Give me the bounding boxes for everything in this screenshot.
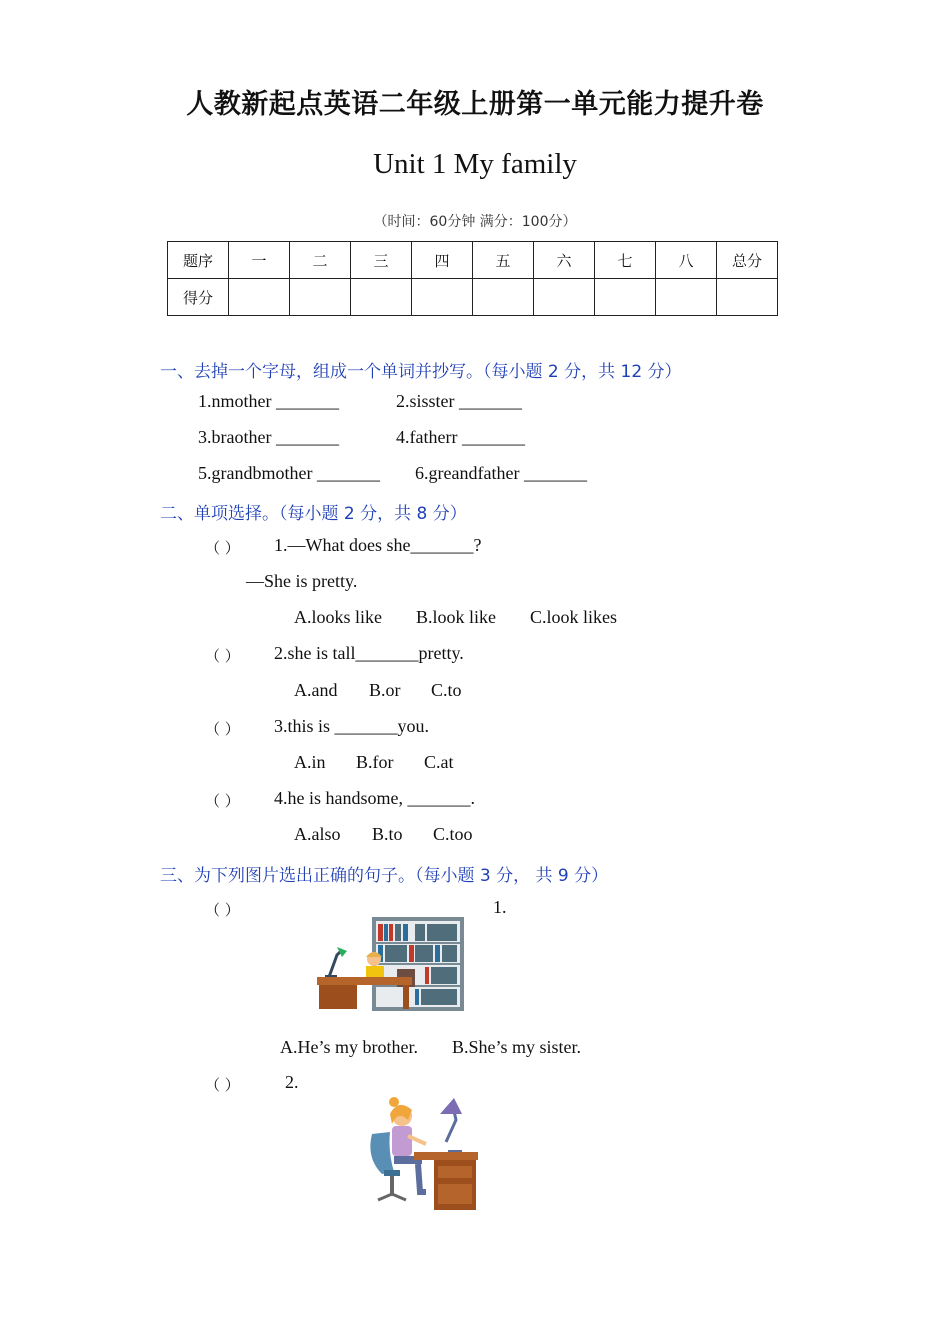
question: 2.she is tall_______pretty. [274, 643, 464, 663]
table-cell: 三 [351, 242, 412, 279]
question-number: 1. [493, 897, 507, 917]
section3-heading: 三、为下列图片选出正确的句子。（每小题 3 分， 共 9 分） [160, 866, 609, 886]
score-cell[interactable] [656, 279, 717, 316]
option: C.at [424, 752, 454, 772]
answer-paren[interactable]: （ ） [205, 792, 240, 810]
table-cell: 一 [229, 242, 290, 279]
option: A.in [294, 752, 326, 772]
answer-paren[interactable]: （ ） [205, 647, 240, 665]
score-cell[interactable] [595, 279, 656, 316]
score-cell[interactable] [534, 279, 595, 316]
table-cell: 五 [473, 242, 534, 279]
list-item: 6.greandfather _______ [415, 463, 587, 483]
score-cell[interactable] [351, 279, 412, 316]
girl-writing-illustration [368, 1096, 480, 1214]
answer-paren[interactable]: （ ） [205, 720, 240, 738]
option: B.or [369, 680, 401, 700]
option: B.to [372, 824, 403, 844]
question-answer: —She is pretty. [246, 571, 358, 591]
score-cell[interactable] [229, 279, 290, 316]
option: B.for [356, 752, 394, 772]
answer-paren[interactable]: （ ） [205, 539, 240, 557]
section1-heading: 一、去掉一个字母，组成一个单词并抄写。（每小题 2 分，共 12 分） [160, 362, 682, 382]
option: A.also [294, 824, 341, 844]
table-cell: 八 [656, 242, 717, 279]
table-cell: 二 [290, 242, 351, 279]
list-item: 1.nmother _______ [198, 391, 339, 411]
option: C.too [433, 824, 473, 844]
table-cell: 六 [534, 242, 595, 279]
list-item: 2.sisster _______ [396, 391, 522, 411]
exam-meta: （时间：60分钟 满分：100分） [373, 214, 577, 230]
study-desk-illustration [315, 915, 465, 1013]
option: B.look like [416, 607, 496, 627]
table-cell: 四 [412, 242, 473, 279]
table-cell: 总分 [717, 242, 778, 279]
score-cell[interactable] [412, 279, 473, 316]
score-table-header-row [168, 242, 778, 279]
list-item: 4.fatherr _______ [396, 427, 525, 447]
score-cell[interactable] [717, 279, 778, 316]
option: A.He’s my brother. [280, 1037, 418, 1057]
option: C.look likes [530, 607, 618, 627]
score-table [167, 241, 778, 316]
page-subtitle: Unit 1 My family [373, 148, 577, 180]
table-cell: 得分 [168, 279, 229, 316]
question: 1.—What does she_______? [274, 535, 482, 555]
table-cell: 七 [595, 242, 656, 279]
option: B.She’s my sister. [452, 1037, 582, 1057]
page-title: 人教新起点英语二年级上册第一单元能力提升卷 [186, 89, 764, 120]
score-table-score-row [168, 279, 778, 316]
answer-paren[interactable]: （ ） [205, 901, 240, 919]
list-item: 5.grandbmother _______ [198, 463, 380, 483]
score-cell[interactable] [473, 279, 534, 316]
option: C.to [431, 680, 462, 700]
section2-heading: 二、单项选择。（每小题 2 分，共 8 分） [160, 504, 467, 524]
answer-paren[interactable]: （ ） [205, 1076, 240, 1094]
question-number: 2. [285, 1072, 299, 1092]
question: 4.he is handsome, _______. [274, 788, 475, 808]
table-cell: 题序 [168, 242, 229, 279]
option: A.and [294, 680, 338, 700]
list-item: 3.braother _______ [198, 427, 339, 447]
question: 3.this is _______you. [274, 716, 430, 736]
option: A.looks like [294, 607, 382, 627]
score-cell[interactable] [290, 279, 351, 316]
